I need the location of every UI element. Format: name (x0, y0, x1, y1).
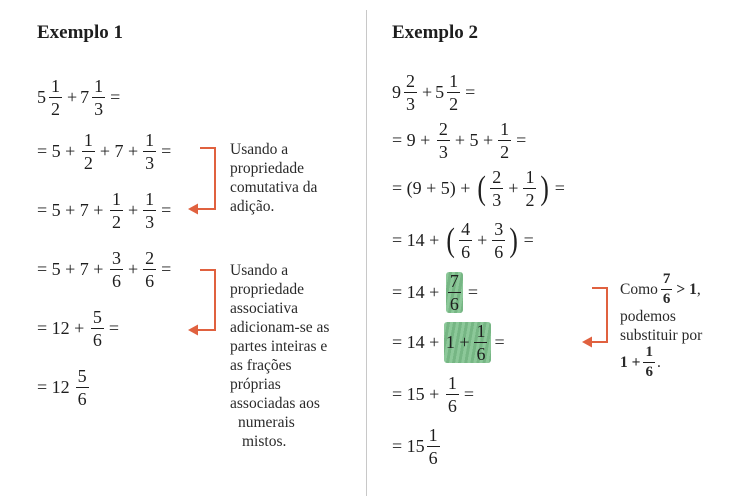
denominator: 6 (77, 389, 87, 409)
expression-text: = 15 (392, 436, 425, 456)
denominator: 2 (525, 190, 535, 210)
note-line: propriedade (230, 160, 305, 177)
expression-text: = 9 + (392, 130, 435, 150)
denominator: 6 (92, 330, 102, 350)
denominator: 2 (500, 142, 510, 162)
numerator: 2 (145, 248, 155, 268)
note-line: podemos (620, 308, 676, 325)
denominator: 2 (83, 153, 93, 173)
operator: = (465, 82, 476, 102)
numerator: 1 (428, 425, 438, 445)
numerator: 4 (461, 219, 471, 239)
left-paren: ( (477, 169, 486, 207)
note-line: numerais (238, 414, 295, 431)
arrow-associative (195, 270, 215, 330)
numerator: 7 (449, 271, 459, 291)
operator: = (161, 259, 172, 279)
numerator: 1 (500, 119, 510, 139)
note-line: Usando a (230, 262, 289, 279)
numerator: 1 (145, 130, 155, 150)
note-text: > 1 (676, 281, 697, 298)
numerator: 1 (476, 321, 486, 341)
note-text: , (696, 281, 701, 298)
operator: = (161, 200, 172, 220)
operator: = (494, 332, 505, 352)
expression-text: = 5 + (37, 141, 80, 161)
mixed-whole: 5 (37, 87, 46, 107)
denominator: 3 (94, 99, 104, 119)
note-line: substituir por (620, 327, 703, 344)
operator: = (463, 384, 474, 404)
expression-text: = 15 + (392, 384, 444, 404)
operator: = (516, 130, 527, 150)
expression-text: = 5 + 7 + (37, 200, 108, 220)
note-line: partes inteiras e (230, 338, 328, 355)
denominator: 6 (428, 448, 438, 468)
numerator: 1 (145, 189, 155, 209)
operator: = (467, 282, 478, 302)
note-line: adicionam-se as (230, 319, 330, 336)
denominator: 2 (111, 212, 121, 232)
example-1-title: Exemplo 1 (37, 22, 124, 43)
expression-text: = (9 + 5) + (392, 178, 475, 198)
arrow-substitution (590, 288, 607, 342)
expression-text: = 14 + (392, 230, 444, 250)
expression-text: 1 + (445, 332, 470, 352)
denominator: 3 (438, 142, 448, 162)
numerator: 2 (406, 71, 415, 91)
numerator: 5 (77, 366, 87, 386)
arrowhead-icon (188, 325, 198, 336)
left-paren: ( (446, 221, 455, 259)
right-paren: ) (540, 169, 550, 207)
note-text: . (656, 354, 661, 371)
numerator: 1 (83, 130, 93, 150)
operator: + (477, 230, 488, 250)
operator: = (554, 178, 565, 198)
numerator: 3 (494, 219, 504, 239)
note-line: comutativa da (230, 179, 318, 196)
denominator: 6 (476, 344, 486, 364)
operator: + (67, 87, 78, 107)
numerator: 3 (111, 248, 121, 268)
operator: = (108, 318, 119, 338)
note-line: as frações (230, 357, 292, 374)
numerator: 1 (51, 76, 60, 96)
note-line: associativa (230, 300, 299, 317)
mixed-whole: 9 (392, 82, 401, 102)
denominator: 6 (145, 271, 155, 291)
arrowhead-icon (582, 337, 592, 348)
expression-text: = 12 (37, 377, 70, 397)
expression-text: = 12 + (37, 318, 89, 338)
arrow-commutative (195, 148, 215, 209)
denominator: 6 (662, 291, 671, 307)
denominator: 3 (145, 212, 155, 232)
expression-text: = 14 + (392, 282, 444, 302)
numerator: 1 (643, 345, 655, 363)
note-line: adição. (230, 198, 275, 215)
numerator: 1 (449, 71, 459, 91)
numerator: 1 (94, 76, 104, 96)
example-2-title: Exemplo 2 (392, 22, 479, 43)
denominator: 2 (449, 94, 459, 114)
expression-text: = 5 + 7 + (37, 259, 108, 279)
numerator: 7 (661, 272, 673, 290)
operator: + (508, 178, 519, 198)
operator: + (127, 259, 139, 279)
note-text: Como (620, 281, 658, 298)
right-paren: ) (509, 221, 519, 259)
operator: = (110, 87, 121, 107)
note-line: associadas aos (230, 395, 320, 412)
operator: = (523, 230, 534, 250)
denominator: 6 (645, 364, 653, 380)
numerator: 5 (92, 307, 102, 327)
numerator: 1 (525, 167, 535, 187)
note-line: propriedade (230, 281, 305, 298)
denominator: 3 (492, 190, 502, 210)
arrowhead-icon (188, 204, 198, 215)
operator: = (161, 141, 172, 161)
denominator: 3 (145, 153, 155, 173)
note-line: mistos. (242, 433, 287, 450)
denominator: 6 (494, 242, 504, 262)
numerator: 1 (111, 189, 121, 209)
operator: + (422, 82, 433, 102)
denominator: 2 (51, 99, 60, 119)
mixed-whole: 7 (80, 87, 90, 107)
operator: + (127, 200, 139, 220)
numerator: 2 (492, 167, 502, 187)
operator: + 7 + (99, 141, 139, 161)
numerator: 1 (447, 373, 457, 393)
operator: + 5 + (454, 130, 494, 150)
denominator: 6 (449, 294, 459, 314)
note-line: próprias (230, 376, 281, 393)
note-line: Usando a (230, 141, 289, 158)
denominator: 6 (461, 242, 471, 262)
denominator: 6 (447, 396, 457, 416)
mixed-whole: 5 (435, 82, 445, 102)
denominator: 3 (406, 94, 415, 114)
numerator: 2 (438, 119, 448, 139)
note-text: 1 + (620, 354, 641, 371)
denominator: 6 (111, 271, 121, 291)
expression-text: = 14 + (392, 332, 444, 352)
